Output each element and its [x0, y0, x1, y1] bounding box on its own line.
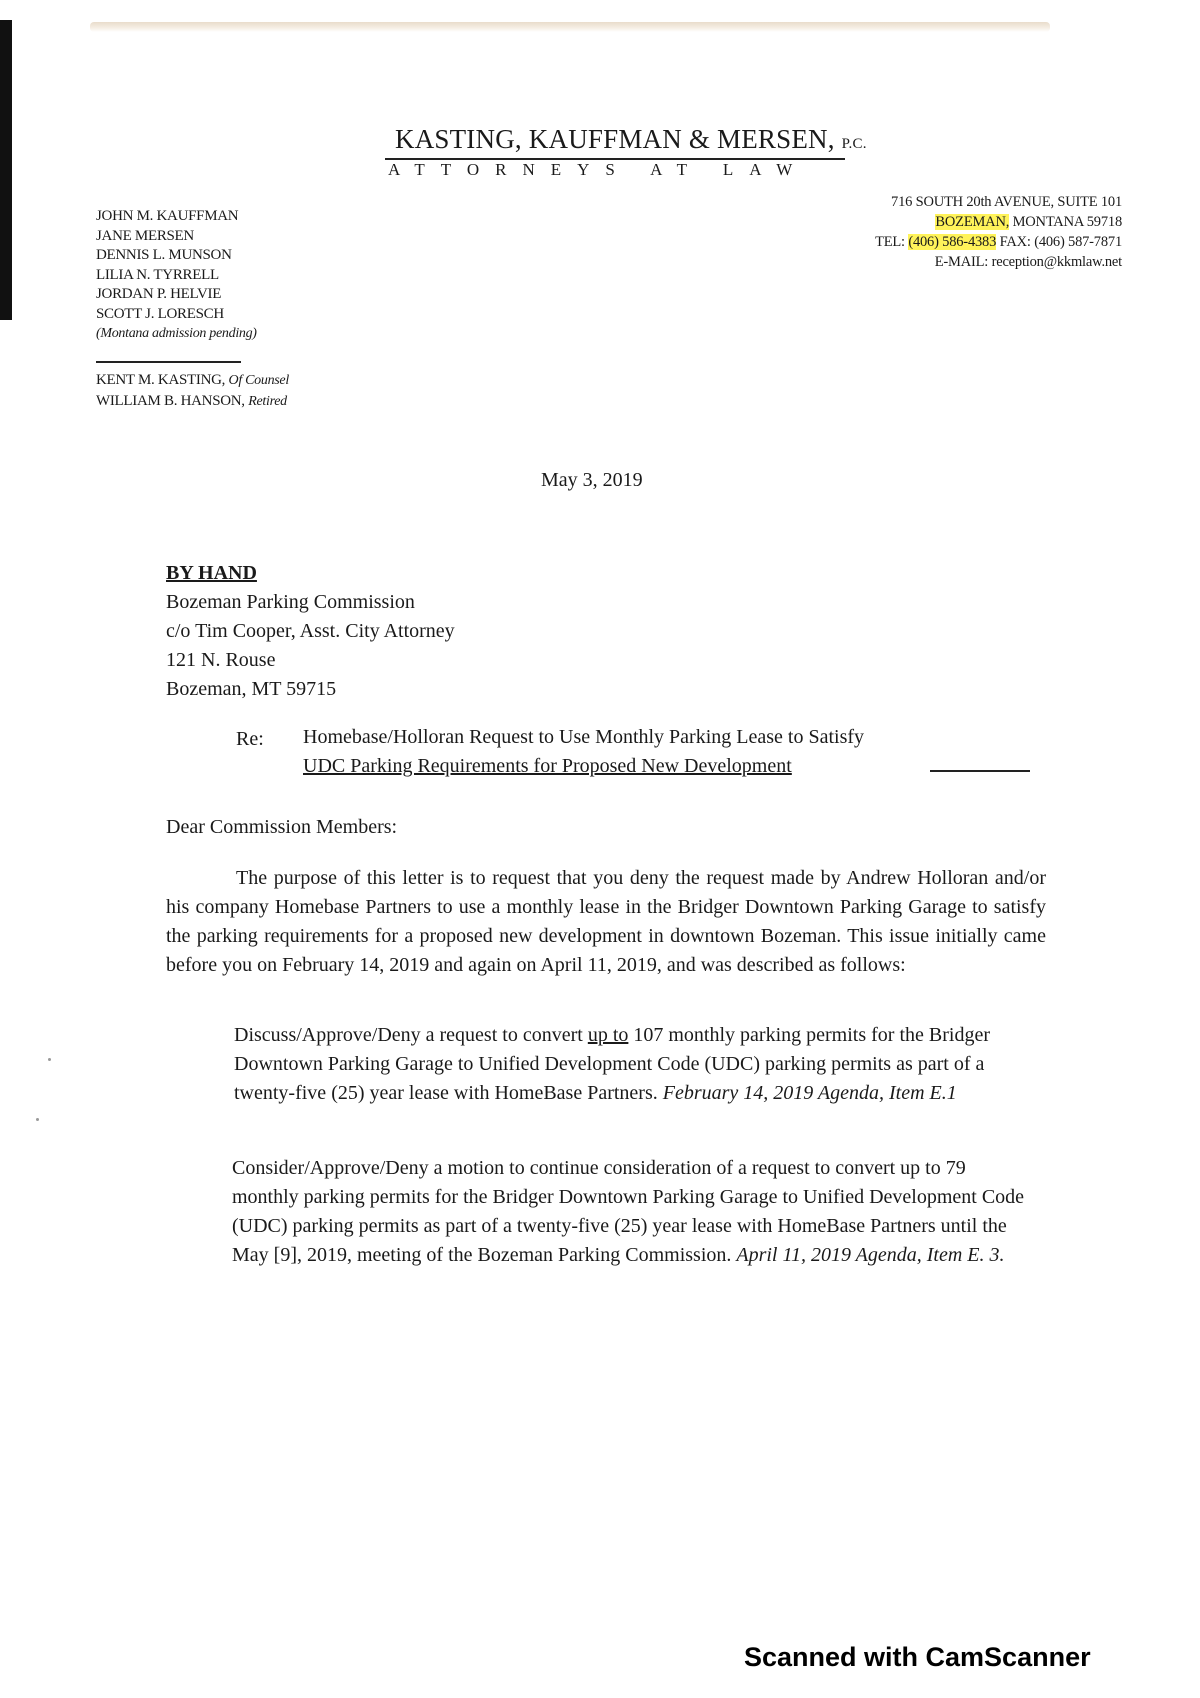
firm-subtitle: ATTORNEYS AT LAW [388, 160, 809, 179]
delivery-method: BY HAND [166, 562, 257, 584]
fax-label: FAX: [999, 234, 1031, 250]
letter-date: May 3, 2019 [541, 469, 643, 491]
recipient-address [166, 559, 455, 704]
agenda-quote-2 [232, 1154, 1032, 1270]
tel-number: (406) 586-4383 [908, 234, 997, 250]
tel-label: TEL: [875, 234, 905, 250]
contact-email-line [782, 252, 1122, 272]
retired-name: WILLIAM B. HANSON, [96, 393, 245, 409]
salutation: Dear Commission Members: [166, 816, 398, 838]
contact-city-line [782, 212, 1122, 232]
quote1-citation: February 14, 2019 Agenda, Item E.1 [662, 1082, 957, 1104]
partner-name: JANE MERSEN [96, 227, 194, 244]
recipient-line: c/o Tim Cooper, Asst. City Attorney [166, 620, 455, 642]
partners-list [96, 207, 257, 344]
firm-name [395, 124, 867, 155]
retired-role: Retired [248, 394, 287, 409]
re-line-2: UDC Parking Requirements for Proposed New Development [303, 755, 792, 777]
re-underline-extension [930, 770, 1030, 772]
partner-name: JORDAN P. HELVIE [96, 286, 222, 302]
fax-number: (406) 587-7871 [1034, 234, 1122, 250]
quote1-text-a: Discuss/Approve/Deny a request to convert [234, 1024, 588, 1046]
recipient-line: 121 N. Rouse [166, 649, 276, 671]
contact-state-zip: MONTANA 59718 [1012, 214, 1122, 230]
scan-speck [48, 1058, 51, 1061]
of-counsel-list [96, 370, 289, 412]
email-address: reception@kkmlaw.net [991, 254, 1122, 270]
scan-edge-shadow [0, 20, 12, 320]
recipient-line: Bozeman, MT 59715 [166, 678, 337, 700]
email-label: E-MAIL: [934, 254, 989, 270]
contact-phone-line [782, 232, 1122, 252]
partner-name: JOHN M. KAUFFMAN [96, 208, 239, 224]
re-subject [303, 723, 1033, 781]
firm-name-text: KASTING, KAUFFMAN & MERSEN, [395, 124, 835, 154]
partner-name: DENNIS L. MUNSON [96, 247, 232, 263]
contact-city: BOZEMAN, [935, 214, 1010, 230]
of-counsel-name: KENT M. KASTING, [96, 372, 226, 388]
quote1-text-b: 107 monthly parking permits for the Bridger Downtown Parking Garage to Unified Development Code (UDC) parking permits as part of a twenty-five (25) year lease with HomeBase Partners. [234, 1024, 990, 1104]
quote2-citation: April 11, 2019 Agenda, Item E. 3. [736, 1244, 1005, 1266]
recipient-line: Bozeman Parking Commission [166, 591, 415, 613]
quote2-text: Consider/Approve/Deny a motion to continue consideration of a request to convert up to 79 monthly parking permits for the Bridger Downtown Parking Garage to Unified Development Code (UDC) parking permits as part of a twenty-five (25) year lease with HomeBase Partners until the May [9], 2019, meeting of the Bozeman Parking Commission. [232, 1157, 1025, 1266]
agenda-quote-1 [234, 1021, 1034, 1108]
scan-top-strip [90, 22, 1050, 32]
partner-name: LILIA N. TYRRELL [96, 266, 219, 283]
partners-divider [96, 361, 241, 363]
partner-note: (Montana admission pending) [96, 326, 257, 341]
re-line-1: Homebase/Holloran Request to Use Monthly Parking Lease to Satisfy [303, 726, 865, 748]
body-paragraph: The purpose of this letter is to request that you deny the request made by Andrew Holloran and/or his company Homebase Partners to use a monthly lease in the Bridger Downtown Parking Garage to satisfy the parking requirements for a proposed new development in downtown Bozeman. This issue initially came before you on February 14, 2019 and again on April 11, 2019, and was described as follows: [166, 867, 1046, 976]
firm-suffix: P.C. [841, 136, 867, 152]
camscanner-watermark: Scanned with CamScanner [744, 1642, 1091, 1672]
of-counsel-entry [96, 370, 289, 391]
re-label: Re: [236, 728, 264, 750]
of-counsel-role: Of Counsel [228, 373, 289, 388]
contact-block [782, 192, 1122, 272]
retired-entry [96, 391, 289, 412]
partner-name: SCOTT J. LORESCH [96, 305, 224, 322]
contact-street: 716 SOUTH 20th AVENUE, SUITE 101 [891, 194, 1122, 210]
quote1-underlined: up to [587, 1024, 629, 1046]
scan-speck [36, 1118, 39, 1121]
